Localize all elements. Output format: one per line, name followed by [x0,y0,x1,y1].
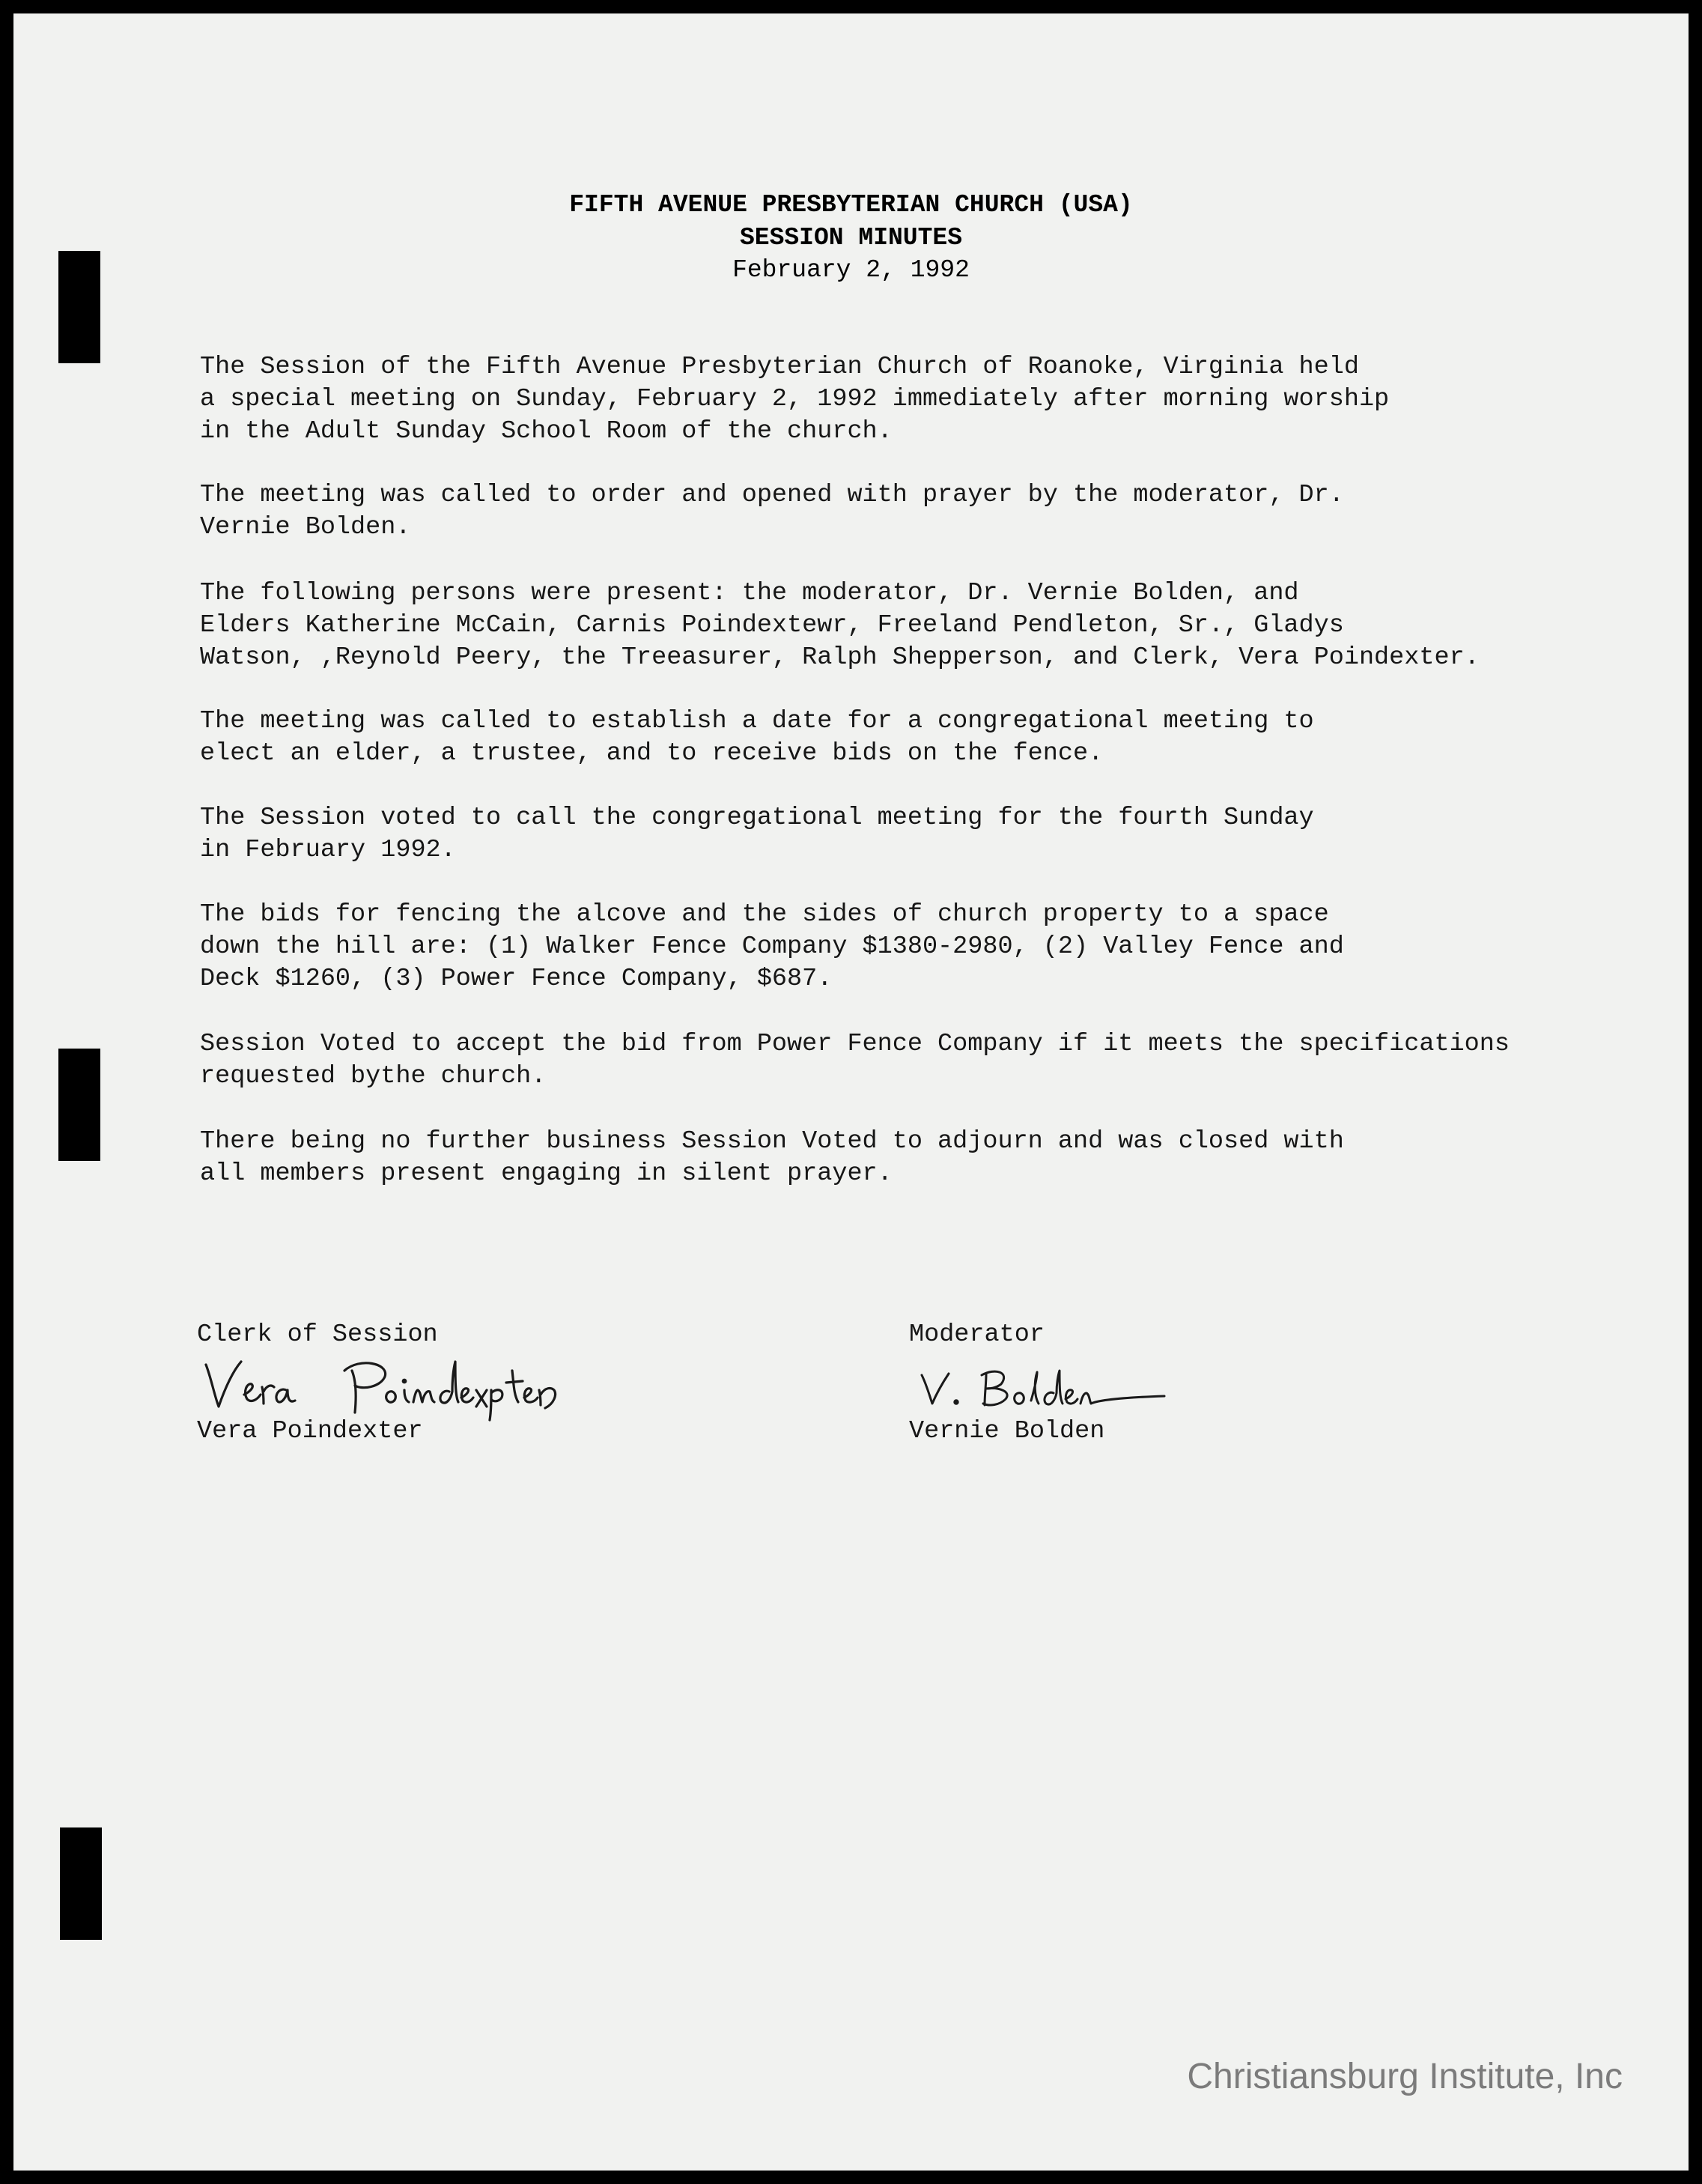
clerk-label: Clerk of Session [197,1320,438,1349]
paragraph-line: in February 1992. [200,836,456,864]
paragraph-line: down the hill are: (1) Walker Fence Company $1380-2980, (2) Valley Fence and [200,932,1344,961]
punch-hole-middle [58,1049,100,1161]
paragraph-line: There being no further business Session Voted to adjourn and was closed with [200,1127,1344,1156]
paragraph-line: The bids for fencing the alcove and the sides of church property to a space [200,900,1329,929]
paragraph-fence-bids [200,899,1623,995]
moderator-signature [917,1363,1179,1416]
paragraph-vote-date [200,802,1623,867]
paragraph-line: requested bythe church. [200,1062,547,1091]
paragraph-line: Deck $1260, (3) Power Fence Company, $687. [200,965,833,993]
paragraph-line: Elders Katherine McCain, Carnis Poindextewr, Freeland Pendleton, Sr., Gladys [200,611,1344,640]
paragraph-bid-accepted [200,1028,1623,1093]
punch-hole-bottom [60,1827,102,1940]
paragraph-purpose [200,706,1623,770]
paragraph-line: Watson, ,Reynold Peery, the Treeasurer, Ralph Shepperson, and Clerk, Vera Poindexter. [200,643,1480,672]
paragraph-line: The Session voted to call the congregational meeting for the fourth Sunday [200,804,1314,832]
paragraph-adjournment [200,1126,1623,1190]
moderator-label: Moderator [909,1320,1045,1349]
paragraph-line: all members present engaging in silent prayer. [200,1159,893,1188]
paragraph-line: The Session of the Fifth Avenue Presbyterian Church of Roanoke, Virginia held [200,353,1359,381]
paragraph-line: in the Adult Sunday School Room of the church. [200,417,893,446]
paragraph-line: a special meeting on Sunday, February 2, 1992 immediately after morning worship [200,385,1390,413]
paragraph-attendance [200,577,1623,674]
paragraph-line: elect an elder, a trustee, and to receive bids on the fence. [200,739,1104,768]
paragraph-opening-prayer [200,479,1623,544]
paragraph-line: Session Voted to accept the bid from Power Fence Company if it meets the specifications [200,1030,1510,1058]
document-date: February 2, 1992 [732,256,970,284]
clerk-signature [202,1348,577,1423]
paragraph-line: The meeting was called to order and opened with prayer by the moderator, Dr. [200,481,1344,509]
clerk-name: Vera Poindexter [197,1417,423,1446]
paragraph-call-meeting [200,351,1623,448]
paragraph-line: The meeting was called to establish a date for a congregational meeting to [200,707,1314,735]
document-subtitle: SESSION MINUTES [739,224,963,252]
watermark-text: Christiansburg Institute, Inc [1187,2057,1623,2096]
document-title: FIFTH AVENUE PRESBYTERIAN CHURCH (USA) [569,191,1133,219]
paragraph-line: The following persons were present: the moderator, Dr. Vernie Bolden, and [200,579,1299,607]
moderator-name: Vernie Bolden [909,1417,1105,1446]
paragraph-line: Vernie Bolden. [200,513,411,542]
